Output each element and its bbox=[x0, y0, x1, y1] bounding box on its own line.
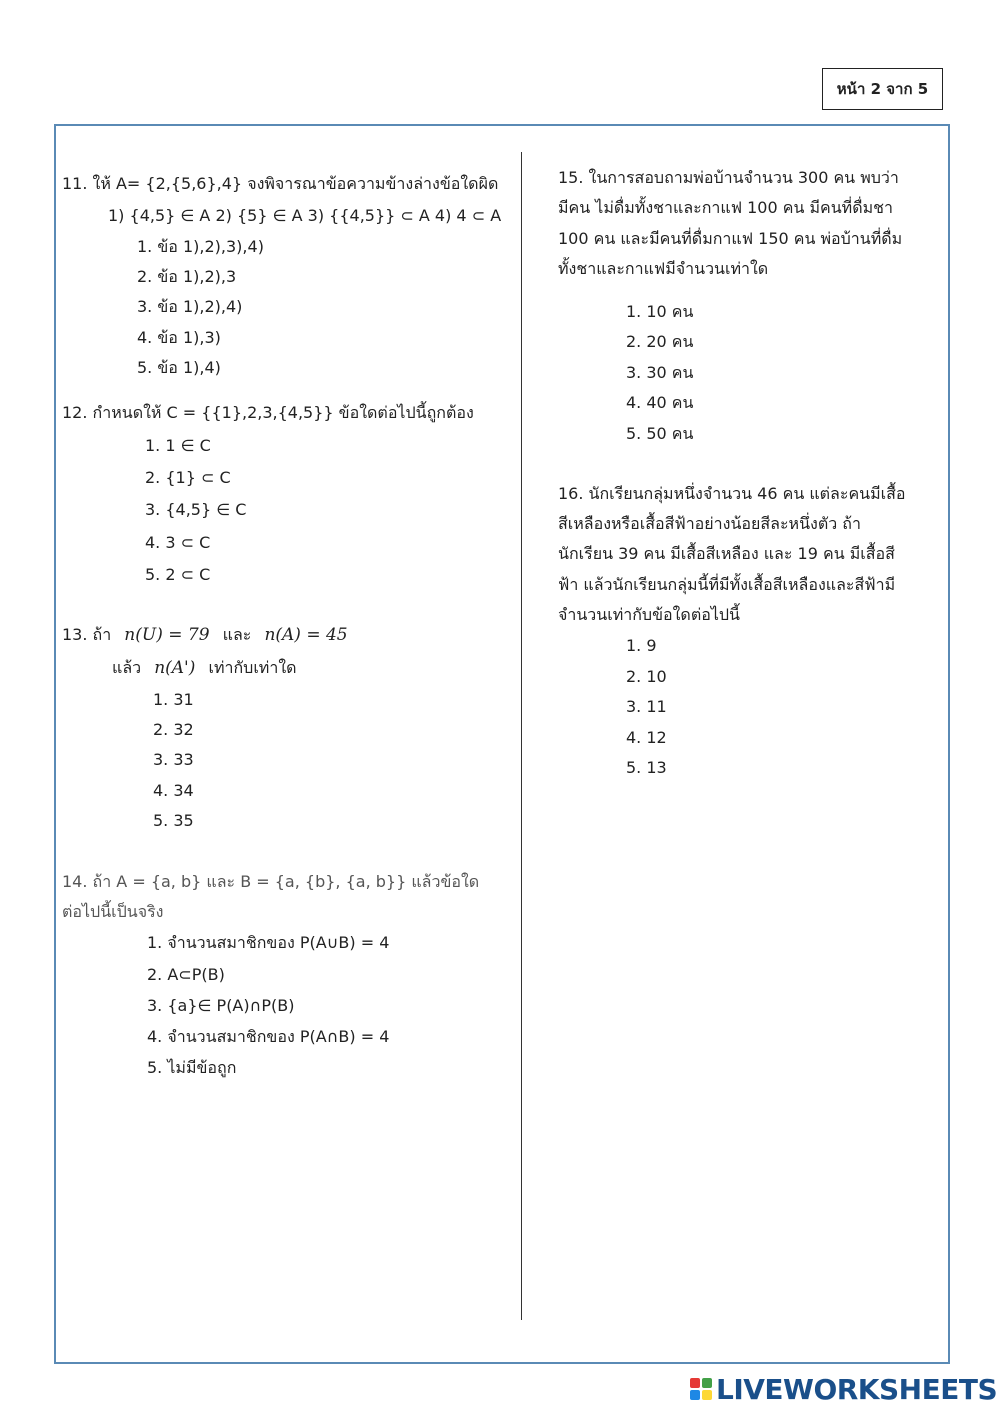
q12-question: 12. กำหนดให้ C = {{1},2,3,{4,5}} ข้อใดต่อไปนี้ถูกต้อง bbox=[62, 403, 474, 422]
q14-line2: ต่อไปนี้เป็นจริง bbox=[62, 902, 164, 921]
q13-then: แล้ว bbox=[112, 658, 142, 677]
q12-choice-3: 3. {4,5} ∈ C bbox=[145, 500, 247, 519]
q15-choice-5: 5. 50 คน bbox=[626, 424, 694, 443]
q13-line1 bbox=[62, 627, 348, 644]
q11-choice-4: 4. ข้อ 1),3) bbox=[137, 328, 221, 347]
liveworksheets-footer bbox=[690, 1374, 997, 1404]
q14-line1: 14. ถ้า A = {a, b} และ B = {a, {b}, {a, b}} แล้วข้อใด bbox=[62, 872, 480, 891]
liveworksheets-logo-icon bbox=[690, 1378, 712, 1400]
q12-choice-4: 4. 3 ⊂ C bbox=[145, 533, 211, 552]
q16-choice-3: 3. 11 bbox=[626, 697, 667, 716]
q11-statements: 1) {4,5} ∈ A 2) {5} ∈ A 3) {{4,5}} ⊂ A 4) 4 ⊂ A bbox=[108, 206, 502, 225]
q13-math-na: n(A) = 45 bbox=[264, 625, 348, 645]
q11-question: 11. ให้ A= {2,{5,6},4} จงพิจารณาข้อความข้างล่างข้อใดผิด bbox=[62, 174, 499, 193]
q11-choice-1: 1. ข้อ 1),2),3),4) bbox=[137, 237, 264, 256]
q16-line-2: สีเหลืองหรือเสื้อสีฟ้าอย่างน้อยสีละหนึ่งตัว ถ้า bbox=[558, 514, 861, 533]
q12-choice-1: 1. 1 ∈ C bbox=[145, 436, 211, 455]
q14-choice-1: 1. จำนวนสมาชิกของ P(A∪B) = 4 bbox=[147, 933, 390, 952]
q13-choice-3: 3. 33 bbox=[153, 750, 194, 769]
q15-choice-1: 1. 10 คน bbox=[626, 302, 694, 321]
q15-choice-4: 4. 40 คน bbox=[626, 393, 694, 412]
q16-line-4: ฟ้า แล้วนักเรียนกลุ่มนี้ที่มีทั้งเสื้อสีเหลืองและสีฟ้ามี bbox=[558, 575, 896, 594]
column-divider bbox=[521, 152, 522, 1320]
q16-line-1: 16. นักเรียนกลุ่มหนึ่งจำนวน 46 คน แต่ละคนมีเสื้อ bbox=[558, 484, 906, 503]
q12-choice-5: 5. 2 ⊂ C bbox=[145, 565, 211, 584]
q16-choice-4: 4. 12 bbox=[626, 728, 667, 747]
q13-line2 bbox=[112, 660, 297, 677]
q11-choice-3: 3. ข้อ 1),2),4) bbox=[137, 297, 243, 316]
q16-choice-2: 2. 10 bbox=[626, 667, 667, 686]
q13-choice-5: 5. 35 bbox=[153, 811, 194, 830]
q13-math-na-complement: n(A') bbox=[154, 658, 196, 678]
q14-choice-2: 2. A⊂P(B) bbox=[147, 965, 225, 984]
q11-choice-2: 2. ข้อ 1),2),3 bbox=[137, 267, 237, 286]
q12-choice-2: 2. {1} ⊂ C bbox=[145, 468, 231, 487]
q14-choice-3: 3. {a}∈ P(A)∩P(B) bbox=[147, 996, 295, 1015]
q13-and: และ bbox=[222, 625, 252, 644]
page-number-box: หน้า 2 จาก 5 bbox=[822, 68, 943, 110]
q14-choice-4: 4. จำนวนสมาชิกของ P(A∩B) = 4 bbox=[147, 1027, 390, 1046]
q13-prefix: 13. ถ้า bbox=[62, 625, 112, 644]
q16-line-3: นักเรียน 39 คน มีเสื้อสีเหลือง และ 19 คน มีเสื้อสี bbox=[558, 544, 895, 563]
q13-choice-1: 1. 31 bbox=[153, 690, 194, 709]
q13-suffix: เท่ากับเท่าใด bbox=[208, 658, 297, 677]
q11-choice-5: 5. ข้อ 1),4) bbox=[137, 358, 221, 377]
q15-line-3: 100 คน และมีคนที่ดื่มกาแฟ 150 คน พ่อบ้านที่ดื่ม bbox=[558, 229, 903, 248]
q15-choice-3: 3. 30 คน bbox=[626, 363, 694, 382]
q15-choice-2: 2. 20 คน bbox=[626, 332, 694, 351]
q15-line-2: มีคน ไม่ดื่มทั้งชาและกาแฟ 100 คน มีคนที่ดื่มชา bbox=[558, 198, 893, 217]
q16-choice-1: 1. 9 bbox=[626, 636, 657, 655]
q15-line-4: ทั้งชาและกาแฟมีจำนวนเท่าใด bbox=[558, 259, 769, 278]
q16-line-5: จำนวนเท่ากับข้อใดต่อไปนี้ bbox=[558, 605, 740, 624]
q14-choice-5: 5. ไม่มีข้อถูก bbox=[147, 1058, 237, 1077]
q16-choice-5: 5. 13 bbox=[626, 758, 667, 777]
q13-choice-2: 2. 32 bbox=[153, 720, 194, 739]
q13-math-nu: n(U) = 79 bbox=[124, 625, 210, 645]
liveworksheets-brand: LIVEWORKSHEETS bbox=[716, 1372, 998, 1406]
q13-choice-4: 4. 34 bbox=[153, 781, 194, 800]
q15-line-1: 15. ในการสอบถามพ่อบ้านจำนวน 300 คน พบว่า bbox=[558, 168, 899, 187]
